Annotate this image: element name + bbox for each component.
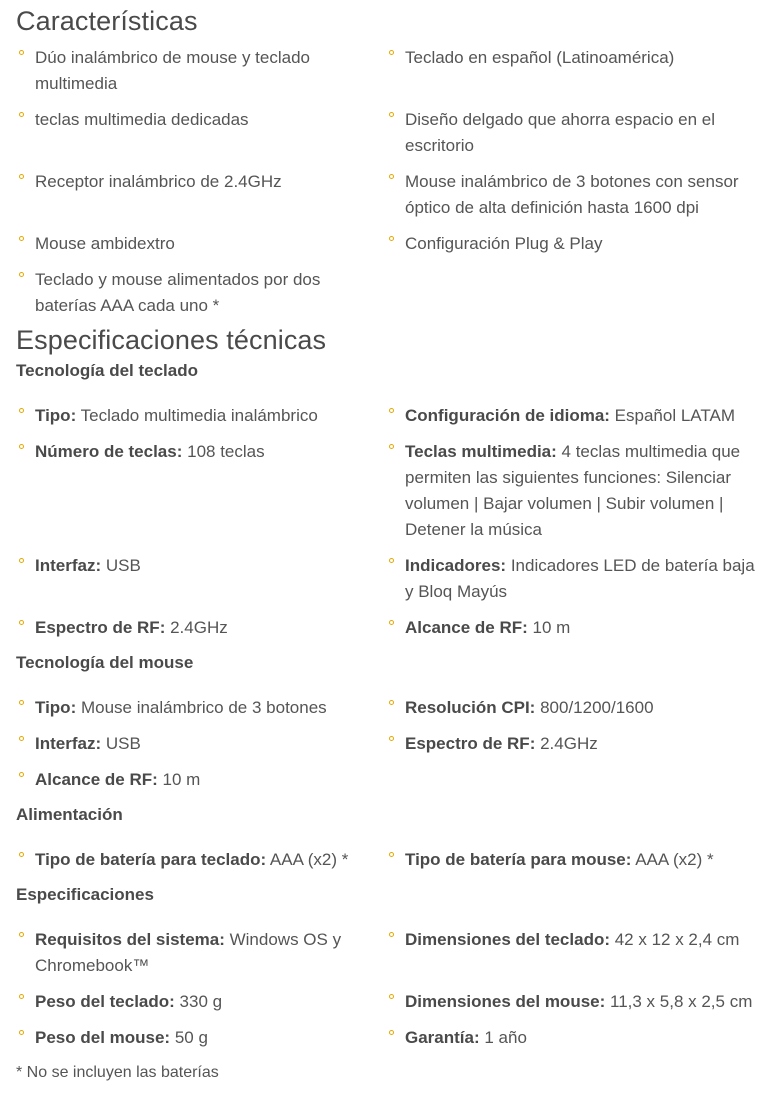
spec-item	[386, 927, 756, 979]
feature-item	[16, 45, 386, 97]
spec-label: Tipo:	[35, 698, 77, 717]
spec-item	[16, 695, 386, 721]
bullet-icon	[389, 174, 394, 179]
spec-value: 10 m	[527, 618, 571, 637]
product-details	[16, 0, 766, 1085]
spec-item	[16, 927, 386, 979]
spec-label: Tipo:	[35, 406, 77, 425]
feature-item	[16, 107, 386, 159]
feature-text: Teclado en español (Latinoamérica)	[405, 48, 675, 67]
keyboard-specs	[16, 403, 766, 641]
spec-label: Requisitos del sistema:	[35, 930, 225, 949]
feature-text: Mouse inalámbrico de 3 botones con sensor óptico de alta definición hasta 1600 dpi	[405, 172, 739, 217]
spec-value: USB	[101, 734, 141, 753]
spec-label: Tipo de batería para mouse:	[405, 850, 632, 869]
spec-item	[386, 439, 756, 543]
spec-value: 42 x 12 x 2,4 cm	[610, 930, 740, 949]
spec-label: Espectro de RF:	[405, 734, 536, 753]
spec-value: 11,3 x 5,8 x 2,5 cm	[605, 992, 753, 1011]
bullet-icon	[19, 932, 24, 937]
bullet-icon	[19, 736, 24, 741]
feature-item	[386, 107, 756, 159]
power-specs	[16, 847, 766, 873]
spec-value: Mouse inalámbrico de 3 botones	[76, 698, 327, 717]
spec-item	[16, 553, 386, 605]
spec-item	[16, 439, 386, 543]
bullet-icon	[389, 994, 394, 999]
spec-value: Indicadores LED de batería baja y Bloq Mayús	[405, 556, 755, 601]
bullet-icon	[389, 620, 394, 625]
spec-value: Windows OS y Chromebook™	[35, 930, 342, 975]
bullet-icon	[19, 994, 24, 999]
spec-item	[16, 615, 386, 641]
bullet-icon	[19, 620, 24, 625]
spec-label: Peso del teclado:	[35, 992, 175, 1011]
features-title: Características	[16, 6, 198, 36]
spec-value: 108 teclas	[182, 442, 265, 461]
feature-text: Teclado y mouse alimentados por dos baterías AAA cada uno *	[35, 270, 321, 315]
feature-text: Receptor inalámbrico de 2.4GHz	[35, 172, 282, 191]
spec-value: 330 g	[174, 992, 223, 1011]
feature-item	[386, 169, 756, 221]
bullet-icon	[389, 932, 394, 937]
feature-text: teclas multimedia dedicadas	[35, 110, 249, 129]
spec-item	[16, 767, 386, 793]
feature-text: Mouse ambidextro	[35, 234, 175, 253]
spec-label: Número de teclas:	[35, 442, 183, 461]
bullet-icon	[19, 50, 24, 55]
feature-item	[386, 45, 756, 97]
spec-item	[16, 403, 386, 429]
bullet-icon	[19, 272, 24, 277]
spec-item	[16, 847, 386, 873]
bullet-icon	[389, 1030, 394, 1035]
spec-label: Dimensiones del mouse:	[405, 992, 606, 1011]
bullet-icon	[389, 444, 394, 449]
spec-item	[386, 403, 756, 429]
battery-footnote: * No se incluyen las baterías	[16, 1064, 219, 1081]
bullet-icon	[389, 736, 394, 741]
bullet-icon	[19, 558, 24, 563]
bullet-icon	[19, 236, 24, 241]
bullet-icon	[19, 444, 24, 449]
spec-value: 2.4GHz	[165, 618, 228, 637]
spec-value: 4 teclas multimedia que permiten las siguientes funciones: Silenciar volumen | Bajar volumen | Subir volumen | Detener la música	[405, 442, 741, 539]
feature-item	[386, 231, 756, 257]
spec-item	[386, 731, 756, 757]
feature-item	[16, 267, 386, 319]
spec-section-heading: Alimentación	[16, 805, 123, 824]
bullet-icon	[19, 772, 24, 777]
spec-section-heading: Especificaciones	[16, 885, 154, 904]
feature-item	[16, 231, 386, 257]
bullet-icon	[19, 174, 24, 179]
spec-item	[16, 731, 386, 757]
spec-label: Indicadores:	[405, 556, 507, 575]
spec-label: Interfaz:	[35, 734, 102, 753]
spec-item	[16, 1025, 386, 1051]
spec-item	[386, 553, 756, 605]
spec-label: Configuración de idioma:	[405, 406, 610, 425]
spec-item	[386, 847, 756, 873]
spec-item	[386, 615, 756, 641]
spec-label: Alcance de RF:	[405, 618, 528, 637]
bullet-icon	[19, 700, 24, 705]
spec-item	[16, 989, 386, 1015]
spec-label: Tipo de batería para teclado:	[35, 850, 267, 869]
bullet-icon	[19, 852, 24, 857]
bullet-icon	[19, 408, 24, 413]
spec-value: AAA (x2) *	[266, 850, 349, 869]
spec-value: 2.4GHz	[535, 734, 598, 753]
bullet-icon	[389, 408, 394, 413]
spec-label: Teclas multimedia:	[405, 442, 557, 461]
feature-item	[16, 169, 386, 221]
spec-label: Resolución CPI:	[405, 698, 536, 717]
bullet-icon	[389, 700, 394, 705]
spec-label: Interfaz:	[35, 556, 102, 575]
spec-section-heading: Tecnología del teclado	[16, 361, 198, 380]
bullet-icon	[19, 112, 24, 117]
spec-label: Dimensiones del teclado:	[405, 930, 610, 949]
features-list	[16, 45, 766, 319]
bullet-icon	[389, 50, 394, 55]
spec-value: Teclado multimedia inalámbrico	[76, 406, 318, 425]
spec-value: AAA (x2) *	[631, 850, 714, 869]
spec-item	[386, 989, 756, 1015]
spec-label: Garantía:	[405, 1028, 480, 1047]
spec-label: Peso del mouse:	[35, 1028, 171, 1047]
bullet-icon	[389, 852, 394, 857]
spec-item	[386, 1025, 756, 1051]
feature-text: Diseño delgado que ahorra espacio en el escritorio	[405, 110, 716, 155]
spec-value: 800/1200/1600	[535, 698, 654, 717]
bullet-icon	[389, 236, 394, 241]
mouse-specs	[16, 695, 766, 793]
spec-label: Alcance de RF:	[35, 770, 158, 789]
bullet-icon	[389, 558, 394, 563]
spec-item	[386, 695, 756, 721]
general-specs	[16, 927, 766, 1051]
spec-value: 10 m	[157, 770, 201, 789]
bullet-icon	[389, 112, 394, 117]
feature-text: Configuración Plug & Play	[405, 234, 603, 253]
spec-value: 1 año	[479, 1028, 527, 1047]
specs-title: Especificaciones técnicas	[16, 325, 327, 355]
spec-value: Español LATAM	[609, 406, 735, 425]
spec-label: Espectro de RF:	[35, 618, 166, 637]
spec-section-heading: Tecnología del mouse	[16, 653, 194, 672]
spec-value: USB	[101, 556, 141, 575]
feature-text: Dúo inalámbrico de mouse y teclado multimedia	[35, 48, 310, 93]
bullet-icon	[19, 1030, 24, 1035]
spec-value: 50 g	[170, 1028, 208, 1047]
